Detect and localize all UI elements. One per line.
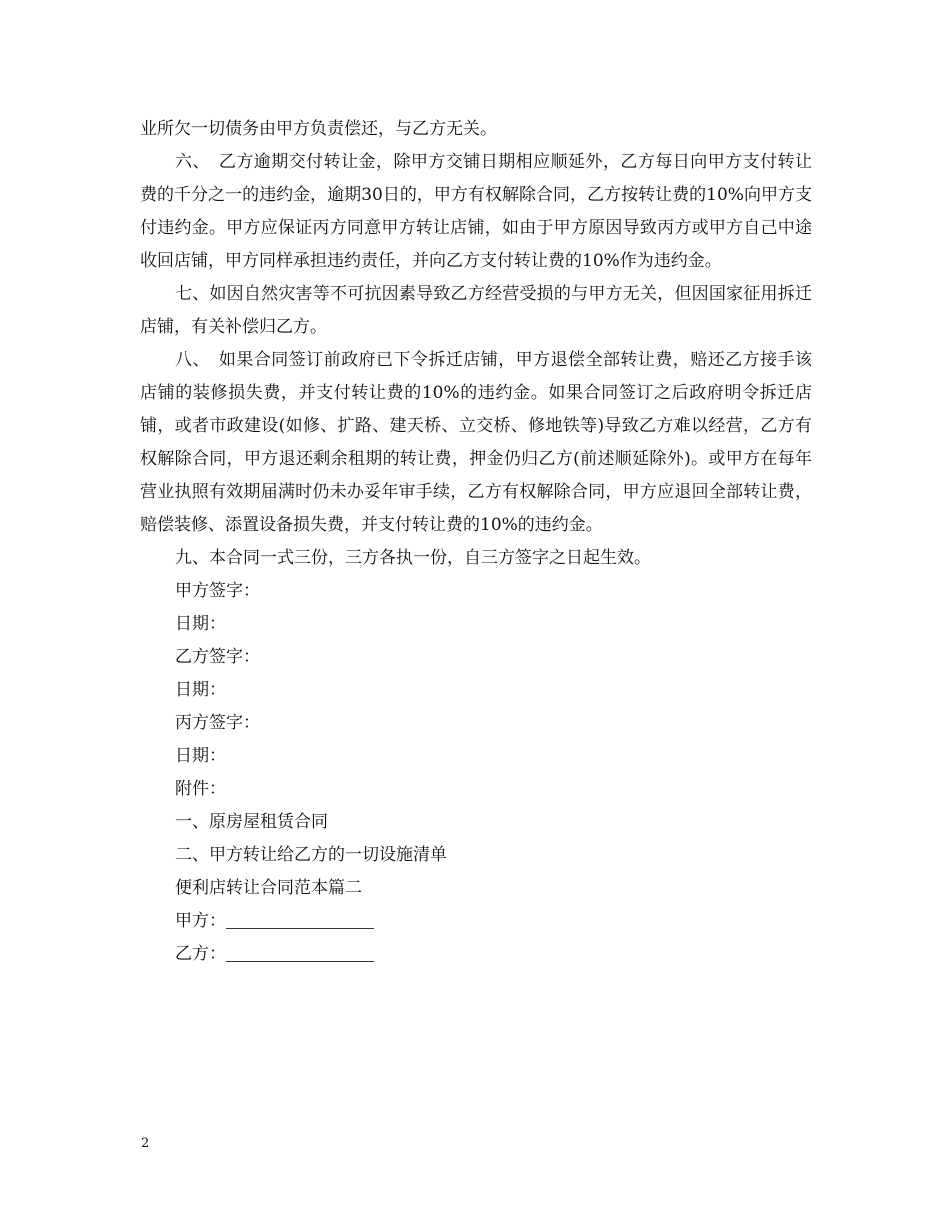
- paragraph-clause-seven: 七、如因自然灾害等不可抗因素导致乙方经营受损的与甲方无关，但因国家征用拆迁店铺，有关补偿归乙方。: [140, 284, 812, 337]
- next-party-b-line: [140, 938, 812, 971]
- attachment-item-facilities: 二、甲方转让给乙方的一切设施清单: [175, 845, 447, 865]
- party-c-signature-label: 丙方签字：: [175, 713, 260, 733]
- page-number: 2: [141, 1136, 150, 1151]
- party-b-blank-field: [226, 941, 374, 962]
- paragraph-clause-nine: 九、本合同一式三份，三方各执一份，自三方签字之日起生效。: [175, 548, 651, 568]
- document-body: [140, 113, 812, 971]
- paragraph-debt-continuation: 业所欠一切债务由甲方负责偿还，与乙方无关。: [140, 119, 497, 139]
- attachment-item-lease: 一、原房屋租赁合同: [175, 812, 328, 832]
- party-b-date-label: 日期：: [175, 680, 226, 700]
- attachments-label: 附件：: [175, 779, 226, 799]
- next-party-a-label: 甲方：: [175, 911, 226, 931]
- next-party-b-label: 乙方：: [175, 944, 226, 964]
- party-c-date-label: 日期：: [175, 746, 226, 766]
- party-b-signature-label: 乙方签字：: [175, 647, 260, 667]
- next-section-title: 便利店转让合同范本篇二: [175, 878, 362, 898]
- paragraph-clause-six: 六、 乙方逾期交付转让金，除甲方交铺日期相应顺延外，乙方每日向甲方支付转让费的千分之一的违约金，逾期30日的，甲方有权解除合同，乙方按转让费的10%向甲方支付违约金。甲方应保证丙方同意甲方转让店铺，如由于甲方原因导致丙方或甲方自己中途收回店铺，甲方同样承担违约责任，并向乙方支付转让费的10%作为违约金。: [140, 152, 812, 271]
- party-a-signature-label: 甲方签字：: [175, 581, 260, 601]
- party-a-date-label: 日期：: [175, 614, 226, 634]
- paragraph-clause-eight: 八、 如果合同签订前政府已下令拆迁店铺，甲方退偿全部转让费，赔还乙方接手该店铺的装修损失费，并支付转让费的10%的违约金。如果合同签订之后政府明令拆迁店铺，或者市政建设(如修、扩路、建天桥、立交桥、修地铁等)导致乙方难以经营，乙方有权解除合同，甲方退还剩余租期的转让费，押金仍归乙方(前述顺延除外)。或甲方在每年营业执照有效期届满时仍未办妥年审手续，乙方有权解除合同，甲方应退回全部转让费，赔偿装修、添置设备损失费，并支付转让费的10%的违约金。: [140, 350, 812, 535]
- party-a-blank-field: [226, 908, 374, 929]
- next-party-a-line: [140, 905, 812, 938]
